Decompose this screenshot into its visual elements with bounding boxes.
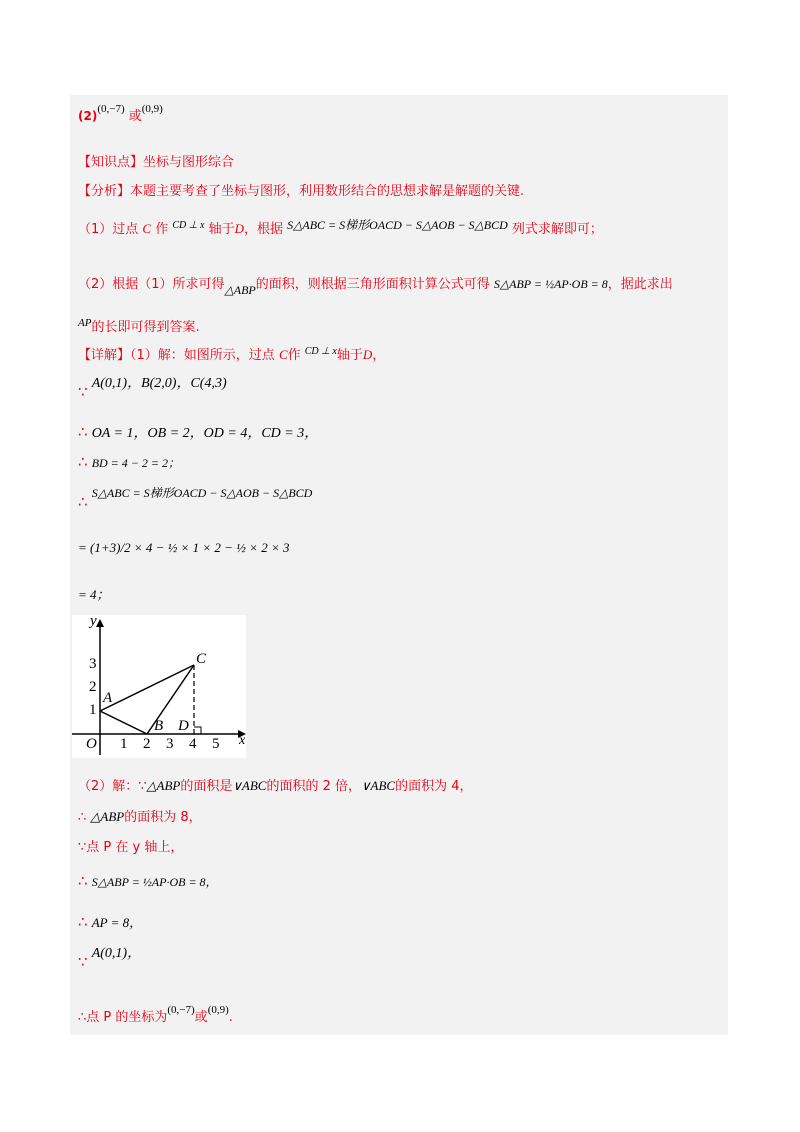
text: （2）解：∵ — [78, 779, 147, 794]
detail-tag: 【详解】 — [78, 348, 131, 363]
triangle-abc: ∨ABC — [232, 778, 267, 793]
triangle-abp: △ABP — [224, 283, 256, 297]
point-a-label: A — [103, 690, 113, 706]
text: 的面积，则根据三角形面积计算公式可得 — [255, 277, 490, 292]
ap-label: AP — [78, 317, 92, 329]
x-tick: 1 — [120, 736, 128, 752]
period: . — [228, 1010, 233, 1025]
area-calculation: = (1+3)/2 × 4 − ½ × 1 × 2 − ½ × 2 × 3 — [78, 540, 290, 555]
point-d-label: D — [178, 718, 189, 734]
area-eq-line — [78, 484, 312, 511]
calc-line — [78, 540, 289, 556]
lengths-line — [78, 422, 318, 442]
part2-line5 — [78, 912, 142, 931]
or-text: 或 — [128, 109, 142, 124]
text: 作 — [287, 348, 301, 363]
part2-line1 — [78, 775, 473, 794]
area-equation: S△ABC = S梯形OACD − S△AOB − S△BCD — [91, 486, 313, 500]
text: 的面积为 4， — [395, 779, 473, 794]
point-d: D — [234, 221, 244, 236]
coord-2: (0,9) — [207, 1004, 229, 1016]
analysis-p1 — [78, 216, 603, 237]
analysis-p3 — [78, 316, 200, 335]
because-symbol: ∵ — [78, 953, 88, 971]
part2-label: (2) — [78, 109, 98, 123]
cd-perp-x: CD ⊥ x — [304, 346, 337, 357]
triangle-abp: △ABP — [146, 778, 181, 793]
y-tick: 1 — [89, 702, 97, 718]
part2-line3 — [78, 836, 183, 855]
point-b-label: B — [154, 718, 164, 734]
or-text: 或 — [194, 1010, 208, 1025]
x-tick: 2 — [143, 736, 151, 752]
text: ，根据 — [243, 222, 283, 237]
x-tick: 4 — [189, 736, 197, 752]
abp-area-formula: S△ABP = ½AP·OB = 8， — [91, 875, 218, 889]
bd-calc: BD = 4 − 2 = 2； — [91, 456, 180, 470]
triangle-abc: ∨ABC — [361, 778, 396, 793]
points-line — [78, 372, 227, 401]
therefore-symbol: ∴ — [78, 810, 87, 825]
coordinate-figure — [72, 615, 246, 758]
part2-line6 — [78, 942, 141, 971]
y-axis-label: y — [90, 613, 97, 629]
bd-line — [78, 453, 180, 471]
analysis-tag: 【分析】 — [78, 184, 131, 199]
text: 的面积为 8， — [124, 810, 202, 825]
part2-line4 — [78, 872, 218, 890]
x-tick: 5 — [212, 736, 220, 752]
therefore-symbol: ∴ — [78, 913, 88, 931]
origin-label: O — [86, 736, 97, 752]
ap-value: AP = 8， — [91, 915, 143, 930]
text: 列式求解即可； — [511, 222, 603, 237]
area-result: = 4； — [78, 587, 110, 602]
therefore-symbol: ∴ — [78, 453, 88, 471]
point-d: D — [362, 347, 373, 362]
detail-line — [78, 344, 385, 363]
coord-2: (0,9) — [141, 103, 163, 115]
because-symbol: ∵ — [78, 383, 88, 401]
text: 轴于 — [208, 222, 235, 237]
text: ， — [372, 348, 386, 363]
lengths: OA = 1，OB = 2，OD = 4，CD = 3， — [91, 426, 319, 441]
coord-1: (0,−7) — [97, 103, 125, 115]
analysis-text: 本题主要考查了坐标与图形，利用数形结合的思想求解是解题的关键. — [130, 184, 525, 199]
point-c: C — [278, 347, 288, 362]
x-axis-label: x — [239, 733, 246, 748]
part2-line2 — [78, 806, 202, 825]
coord-1: (0,−7) — [167, 1004, 195, 1016]
point-c-label: C — [196, 651, 207, 667]
text: 作 — [155, 222, 169, 237]
x-tick: 3 — [166, 736, 174, 752]
abp-formula: S△ABP = ½AP·OB = 8 — [493, 277, 608, 291]
text: （1）解：如图所示，过点 — [130, 348, 275, 363]
knowledge-text: 坐标与图形综合 — [143, 155, 235, 170]
text: 轴于 — [336, 348, 363, 363]
text: ∵点 P 在 y 轴上， — [78, 840, 184, 855]
area-formula: S△ABC = S梯形OACD − S△AOB − S△BCD — [287, 218, 508, 232]
therefore-symbol: ∴ — [78, 423, 88, 441]
points: A(0,1)，B(2,0)，C(4,3) — [91, 376, 227, 391]
text: ，据此求出 — [607, 277, 673, 292]
y-tick: 3 — [89, 656, 97, 672]
point-a: A(0,1)， — [91, 946, 142, 961]
therefore-symbol: ∴ — [78, 493, 88, 511]
part2-answer — [78, 103, 163, 124]
knowledge-line — [78, 151, 234, 170]
text: 的面积的 2 倍， — [266, 779, 362, 794]
text: 的长即可得到答案. — [91, 320, 200, 335]
therefore-symbol: ∴ — [78, 872, 88, 890]
text: （2）根据（1）所求可得 — [78, 277, 225, 292]
triangle-abp: △ABP — [90, 809, 125, 824]
result-line — [78, 584, 110, 603]
text: （1）过点 — [78, 222, 139, 237]
analysis-line — [78, 180, 524, 199]
point-c: C — [142, 221, 152, 236]
analysis-p2 — [78, 273, 673, 298]
coordinate-diagram — [72, 615, 246, 758]
cd-perp-x: CD ⊥ x — [172, 220, 205, 231]
text: ∴点 P 的坐标为 — [78, 1010, 168, 1025]
part2-line7 — [78, 1004, 233, 1025]
knowledge-tag: 【知识点】 — [78, 155, 144, 170]
text: 的面积是 — [180, 779, 233, 794]
y-tick: 2 — [89, 679, 97, 695]
